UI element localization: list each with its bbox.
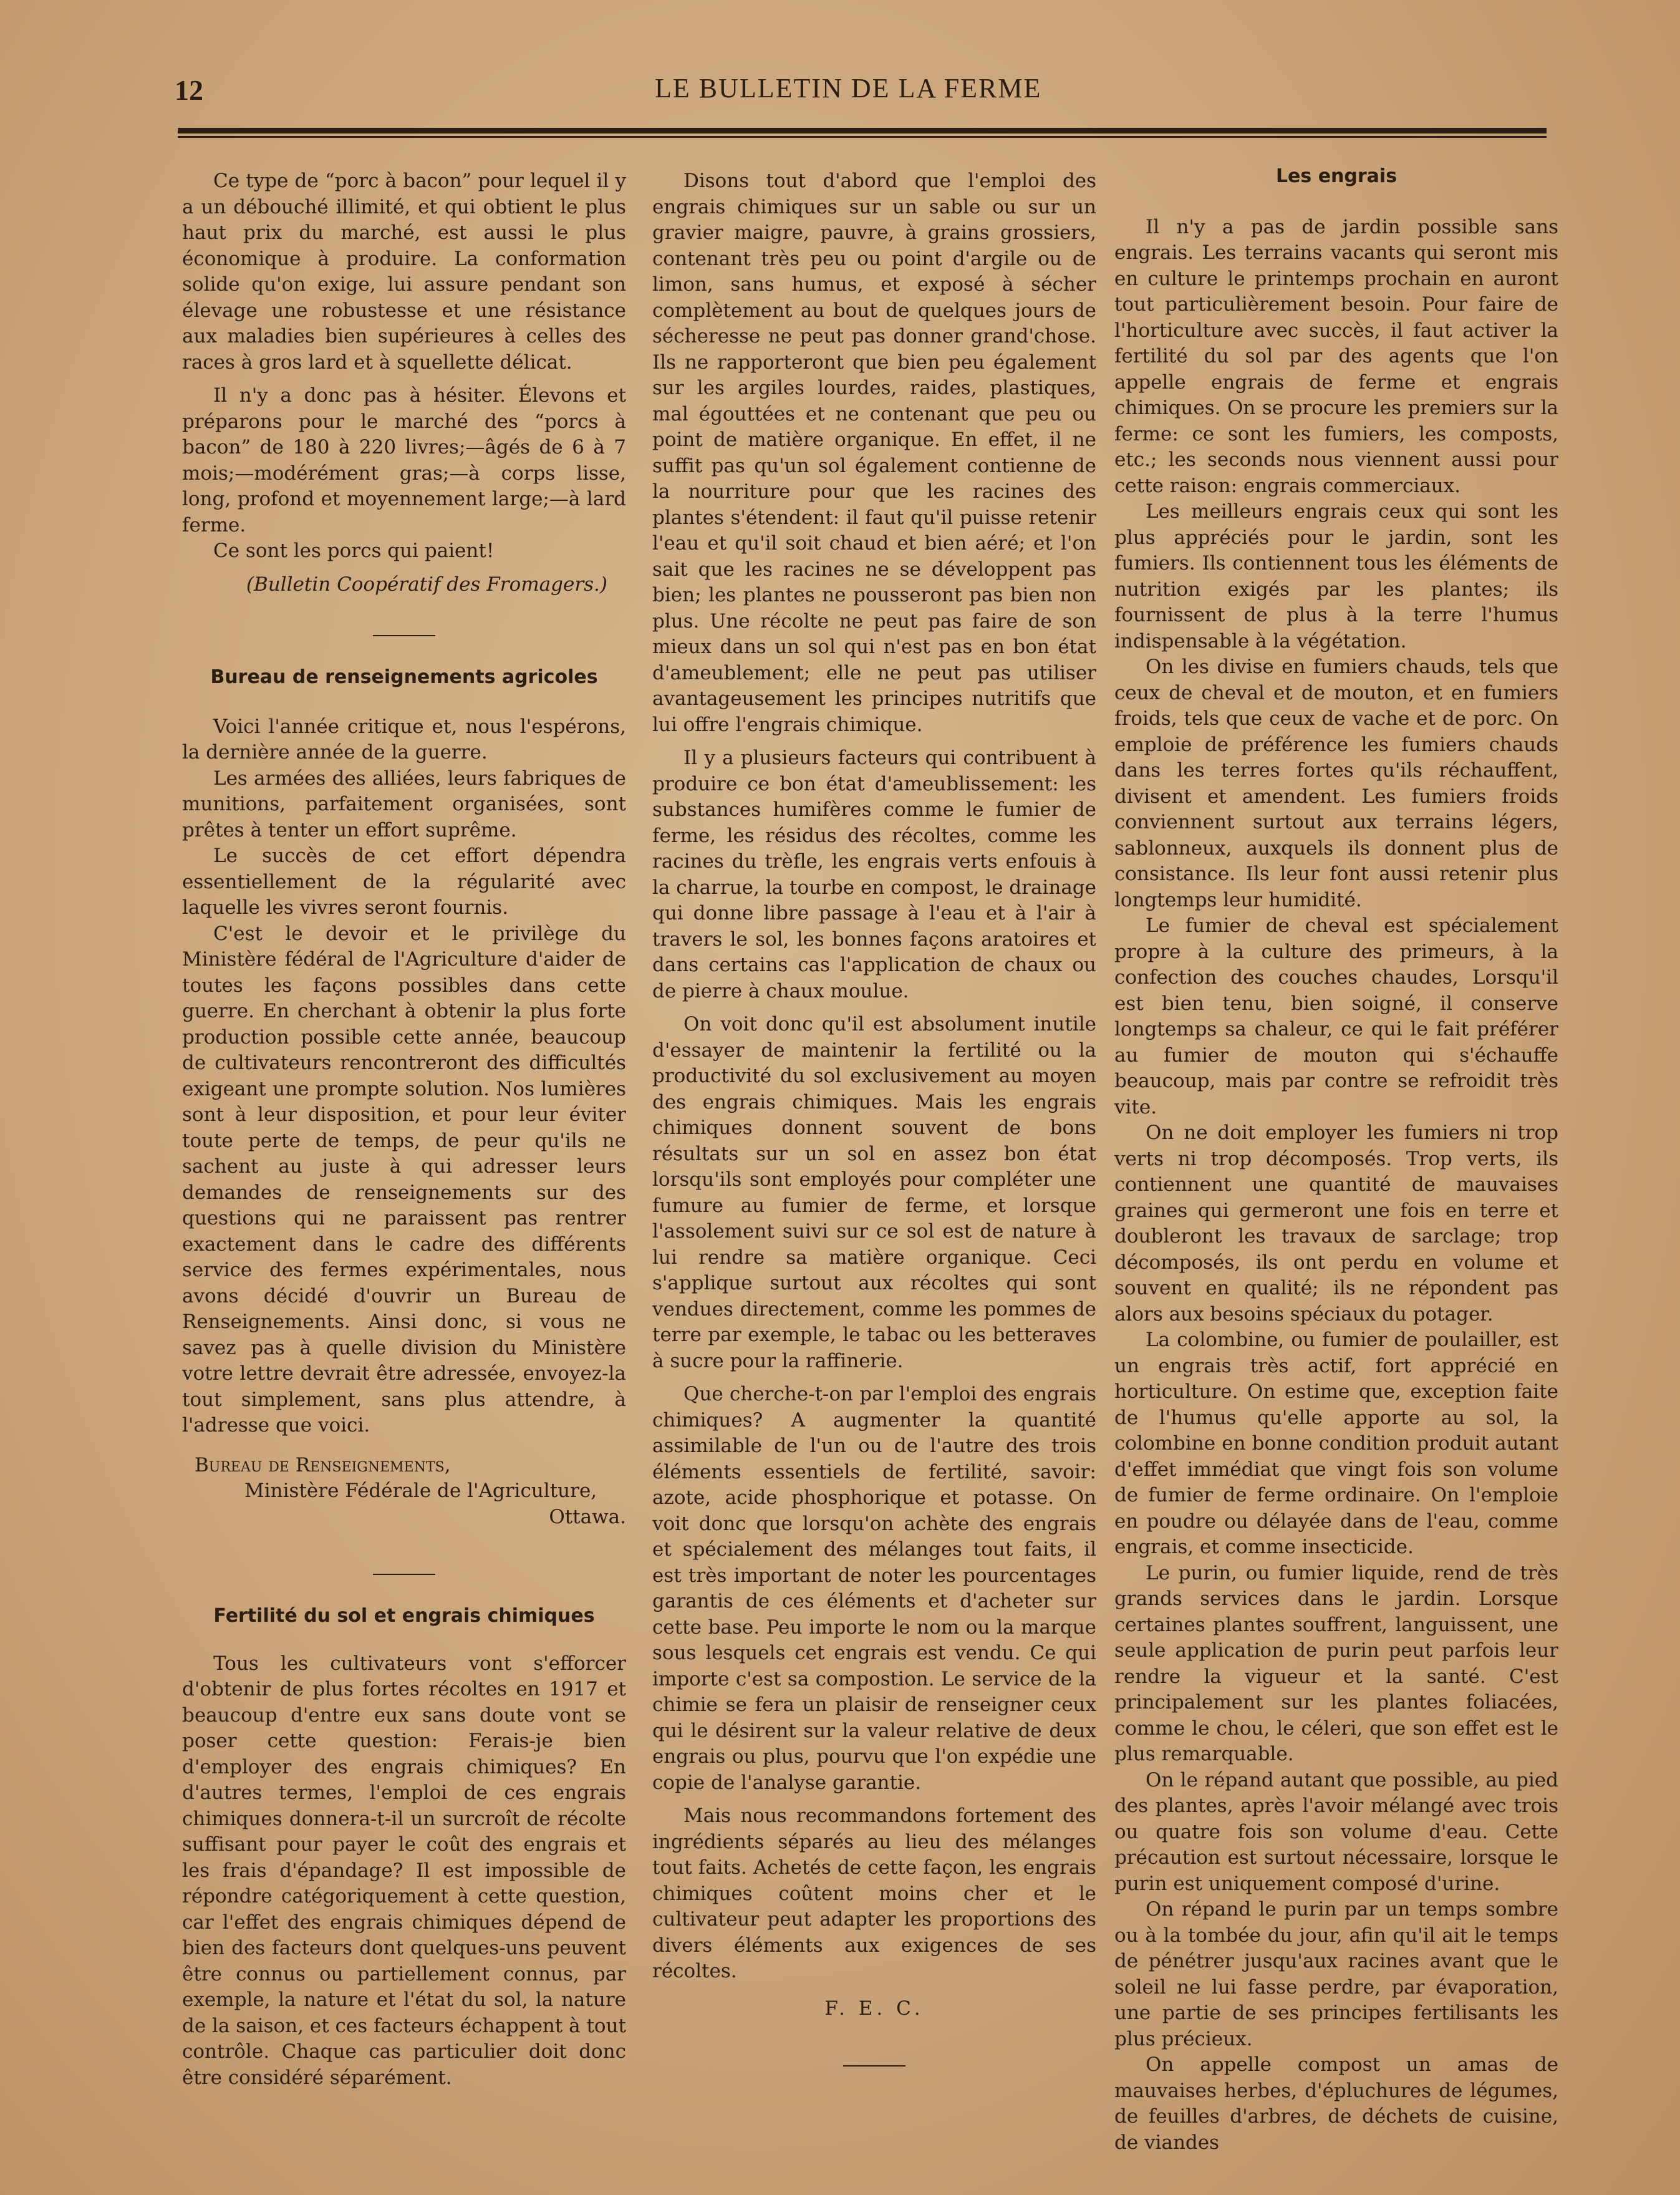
paragraph: Le fumier de cheval est spécialement propre à la culture des primeurs, à la confection des couches chaudes, Lorsqu'il est bien tenu, bien soigné, il conserve longtemps sa chaleur, ce qui le fait préférer au fumier de mouton qui s'échauffe beaucoup, mais par contre se refroidit très vite. xyxy=(1114,914,1558,1118)
article-heading: Bureau de renseignements agricoles xyxy=(210,666,598,688)
paragraph: Mais nous recommandons fortement des ingrédients séparés au lieu des mélanges tout faits. Achetés de cette façon, les engrais chimiques coûtent moins cher et le cultivateur peut adapter les proportions des divers éléments aux exigences de ses récoltes. xyxy=(652,1805,1096,1982)
header-rule-thin xyxy=(178,136,1547,138)
article-source: (Bulletin Coopératif des Fromagers.) xyxy=(246,573,607,596)
paragraph: Il y a plusieurs facteurs qui contribuent à produire ce bon état d'ameublissement: les substances humifères comme le fumier de ferme, les résidus des récoltes, comme les racines du trèfle, les engrais verts enfouis à la charrue, la tourbe en compost, le drainage qui donne libre passage à l'eau et à l'air à travers le sol, les bonnes façons aratoires et dans certains cas l'application de chaux ou de pierre à chaux moulue. xyxy=(652,747,1096,1002)
paragraph: On appelle compost un amas de mauvaises herbes, d'épluchures de légumes, de feuilles d'arbres, de déchets de cuisine, de viandes xyxy=(1114,2053,1558,2154)
paragraph: C'est le devoir et le privilège du Ministère fédéral de l'Agriculture d'aider de toutes les façons possibles dans cette guerre. En cherchant à obtenir la plus forte production possible cette année, beaucoup de cultivateurs rencontreront des difficultés exigeant une prompte solution. Nos lumières sont à leur disposition, et pour leur éviter toute perte de temps, de peur qu'ils ne sachent au juste à qui adresser leurs demandes de renseignements sur des questions qui ne paraissent pas rentrer exactement dans le cadre des différents service des fermes expérimentales, nous avons décidé d'ouvrir un Bureau de Renseignements. Ainsi donc, si vous ne savez pas à quelle division du Ministère votre lettre devrait être adressée, envoyez-la tout simplement, sans plus attendre, à l'adresse que voici. xyxy=(182,922,626,1437)
running-title: LE BULLETIN DE LA FERME xyxy=(655,73,1042,104)
paragraph: Le purin, ou fumier liquide, rend de très grands services dans le jardin. Lorsque certaines plantes souffrent, languissent, une seule application de purin peut parfois leur rendre la vigueur et la santé. C'est principalement sur les plantes foliacées, comme le chou, le céleri, que son effet est le plus remarquable. xyxy=(1114,1561,1558,1765)
paragraph: On répand le purin par un temps sombre ou à la tombée du jour, afin qu'il ait le temps de pénétrer jusqu'aux racines avant que le soleil ne lui fasse perdre, par évaporation, une partie de ses principes fertilisants les plus précieux. xyxy=(1114,1898,1558,2050)
paragraph: On le répand autant que possible, au pied des plantes, après l'avoir mélangé avec trois ou quatre fois son volume d'eau. Cette précaution est surtout nécessaire, lorsque le purin est uniquement composé d'urine. xyxy=(1114,1768,1558,1895)
paragraph: On les divise en fumiers chauds, tels que ceux de cheval et de mouton, et en fumiers froids, tels que ceux de vache et de porc. On emploie de préférence les fumiers chauds dans les terres fortes qu'ils réchauffent, divisent et amendent. Les fumiers froids conviennent surtout aux terrains légers, sablonneux, auxquels ils donnent plus de consistance. Ils leur font aussi retenir plus longtemps leur humidité. xyxy=(1114,656,1558,911)
article-signature: F. E. C. xyxy=(824,1997,924,2020)
article-heading: Fertilité du sol et engrais chimiques xyxy=(213,1605,595,1627)
paragraph: Disons tout d'abord que l'emploi des engrais chimiques sur un sable ou sur un gravier maigre, pauvre, à grains grossiers, contenant très peu ou point d'argile ou de limon, sans humus, et exposé à sécher complètement au bout de quelques jours de sécheresse ne peut pas donner grand'chose. Ils ne rapporteront que bien peu également sur les argiles lourdes, raides, plastiques, mal égouttées et ne contenant que peu ou point de matière organique. En effet, il ne suffit pas qu'un sol également contienne de la nourriture pour que les racines des plantes s'étendent: il faut qu'il puisse retenir l'eau et qu'il soit chaud et bien aéré; et l'on sait que les racines ne se développent pas bien; les plantes ne pousseront pas bien non plus. Une récolte ne peut pas faire de son mieux dans un sol qui n'est pas en bon état d'ameublement; elle ne peut pas utiliser avantageusement les principes nutritifs que lui offre l'engrais chimique. xyxy=(652,170,1096,736)
address-line: Ministère Fédérale de l'Agriculture, xyxy=(244,1480,597,1502)
paragraph: On voit donc qu'il est absolument inutile d'essayer de maintenir la fertilité ou la productivité du sol exclusivement au moyen des engrais chimiques. Mais les engrais chimiques donnent souvent de bons résultats sur un sol en assez bon état lorsqu'ils sont employés pour compléter une fumure au fumier de ferme, et lorsque l'assolement suivi sur ce sol est de nature à lui rendre sa matière organique. Ceci s'applique surtout aux récoltes qui sont vendues directement, comme les pommes de terre par exemple, le tabac ou les betteraves à sucre pour la raffinerie. xyxy=(652,1013,1096,1372)
paragraph: Que cherche-t-on par l'emploi des engrais chimiques? A augmenter la quantité assimilable de l'un ou de l'autre des trois éléments essentiels de fertilité, savoir: azote, acide phosphorique et potasse. On voit donc que lorsqu'on achète des engrais et spécialement des mélanges tout faits, il est très important de noter les pourcentages garantis de ces éléments et d'acheter sur cette base. Peu importe le nom ou la marque sous lesquels cet engrais est vendu. Ce qui importe c'est sa compostion. Le service de la chimie se fera un plaisir de renseigner ceux qui le désirent sur la valeur relative de deux engrais ou plus, pourvu que l'on expédie une copie de l'analyse garantie. xyxy=(652,1383,1096,1794)
section-separator xyxy=(373,635,435,636)
section-separator xyxy=(373,1574,435,1575)
paragraph: On ne doit employer les fumiers ni trop verts ni trop décomposés. Trop verts, ils contiennent une quantité de mauvaises graines qui germeront une fois en terre et doubleront les travaux de sarclage; trop décomposés, ils ont perdu en volume et souvent en qualité; ils ne répondent pas alors aux besoins spéciaux du potager. xyxy=(1114,1122,1558,1325)
page-number: 12 xyxy=(175,74,203,106)
paragraph: Ce type de “porc à bacon” pour lequel il y a un débouché illimité, et qui obtient le plus haut prix du marché, est aussi le plus économique à produire. La conformation solide qu'on exige, lui assure pendant son élevage une robustesse et une résistance aux maladies bien supérieures à celles des races à gros lard et à squellette délicat. xyxy=(182,170,626,374)
paragraph: Il n'y a pas de jardin possible sans engrais. Les terrains vacants qui seront mis en culture le printemps prochain en auront tout particulièrement besoin. Pour faire de l'horticulture avec succès, il faut activer la fertilité du sol par des agents que l'on appelle engrais de ferme et engrais chimiques. On se procure les premiers sur la ferme: ce sont les fumiers, les composts, etc.; les seconds nous viennent aussi pour cette raison: engrais commerciaux. xyxy=(1114,215,1558,497)
paragraph: Il n'y a donc pas à hésiter. Élevons et préparons pour le marché des “porcs à bacon” de 180 à 220 livres;—âgés de 6 à 7 mois;—modérément gras;—à corps lisse, long, profond et moyennement large;—à lard ferme. xyxy=(182,384,626,536)
section-separator xyxy=(843,2065,905,2067)
paragraph: Le succès de cet effort dépendra essentiellement de la régularité avec laquelle les vivres seront fournis. xyxy=(182,845,626,919)
header-rule xyxy=(178,128,1547,133)
column-right xyxy=(1114,165,1558,2156)
address-line: Ottawa. xyxy=(549,1505,626,1528)
paragraph: Les armées des alliées, leurs fabriques de munitions, parfaitement organisées, sont prêtes à tenter un effort suprême. xyxy=(182,767,626,841)
paragraph: Tous les cultivateurs vont s'efforcer d'obtenir de plus fortes récoltes en 1917 et beaucoup d'entre eux sans doute vont se poser cette question: Ferais-je bien d'employer des engrais chimiques? En d'autres termes, l'emploi de ces engrais chimiques donnera-t-il un surcroît de récolte suffisant pour payer le coût des engrais et les frais d'épandage? Il est impossible de répondre catégoriquement à cette question, car l'effet des engrais chimiques dépend de bien des facteurs dont quelques-uns peuvent être connus ou partiellement connus, par exemple, la nature et l'état du sol, la nature de la saison, et ces facteurs échappent à tout contrôle. Chaque cas particulier doit donc être considéré séparément. xyxy=(182,1652,626,2089)
paragraph: Voici l'année critique et, nous l'espérons, la dernière année de la guerre. xyxy=(182,715,626,763)
column-left xyxy=(182,168,626,2091)
paragraph: Les meilleurs engrais ceux qui sont les plus appréciés pour le jardin, sont les fumiers. Ils contiennent tous les éléments de nutrition exigés par les plantes; ils fournissent de plus à la terre l'humus indispensable à la végétation. xyxy=(1114,500,1558,652)
article-heading: Les engrais xyxy=(1275,165,1398,187)
address-line: Bureau de Renseignements, xyxy=(195,1453,451,1476)
paragraph: La colombine, ou fumier de poulailler, est un engrais très actif, fort apprécié en horticulture. On estime que, exception faite de l'humus qu'elle apporte au sol, la colombine en bonne condition produit autant d'effet immédiat que vingt fois son volume de fumier de ferme ordinaire. On l'emploie en poudre ou délayée dans de l'eau, comme engrais, et comme insecticide. xyxy=(1114,1329,1558,1558)
paragraph: Ce sont les porcs qui paient! xyxy=(213,540,495,562)
page-header xyxy=(175,67,1547,117)
column-middle xyxy=(652,168,1096,2067)
